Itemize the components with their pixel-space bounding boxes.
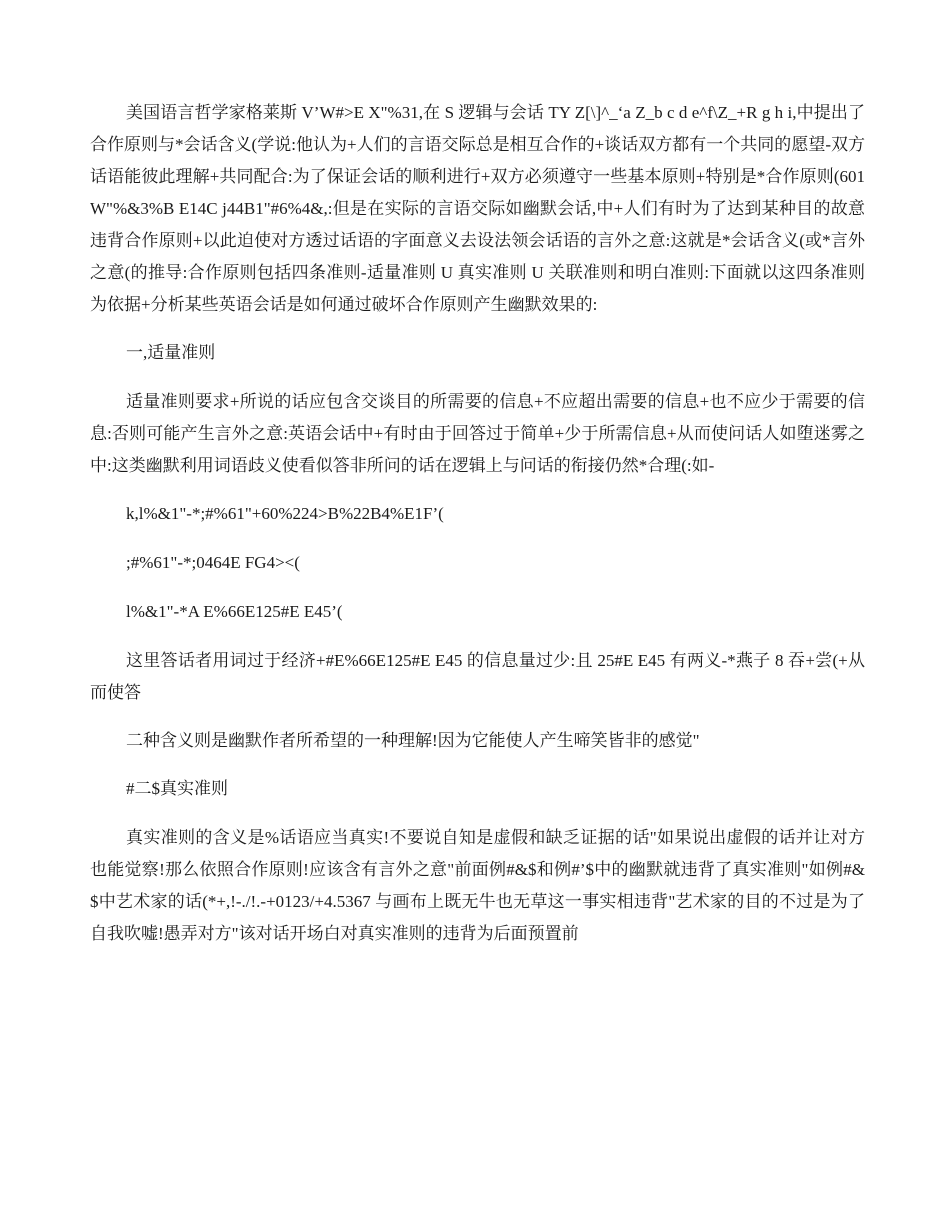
example-analysis-paragraph: 这里答话者用词过于经济+#E%66E125#E E45 的信息量过少:且 25#E E45 有两义-*燕子 8 吞+尝(+从而使答 <box>90 651 865 702</box>
section-heading-quantity-maxim: 一,适量准则 <box>126 343 216 362</box>
section-heading-quality-maxim: #二$真实准则 <box>126 779 228 798</box>
example-line-1: k,l%&1"-*;#%61"+60%224>B%22B4%E1F’( <box>126 504 444 523</box>
intro-paragraph: 美国语言哲学家格莱斯 V’W#>E X"%31,在 S 逻辑与会话 TY Z[\]^_‘a Z_b c d e^f\Z_+R g h i,中提出了合作原则与*会话含义(学说:他认为+人们的言语交际总是相互合作的+谈话双方都有一个共同的愿望-双方话语能彼此理解+共同配合:为了保证会话的顺利进行+双方必须遵守一些基本原则+特别是*合作原则(601 W"%&3%B E14C j44B1"#6%4&,:但是在实际的言语交际如幽默会话,中+人们有时为了达到某种目的故意违背合作原则+以此迫使对方透过话语的字面意义去设法领会话语的言外之意:这就是*会话含义(或*言外之意(的推导:合作原则包括四条准则-适量准则 U 真实准则 U 关联准则和明白准则:下面就以这四条准则为依据+分析某些英语会话是如何通过破坏合作原则产生幽默效果的: <box>90 103 865 314</box>
quantity-maxim-paragraph: 适量准则要求+所说的话应包含交谈目的所需要的信息+不应超出需要的信息+也不应少于需要的信息:否则可能产生言外之意:英语会话中+有时由于回答过于简单+少于所需信息+从而使问话人如堕迷雾之中:这类幽默利用词语歧义使看似答非所问的话在逻辑上与问话的衔接仍然*合理(:如- <box>90 392 865 475</box>
quality-maxim-paragraph: 真实准则的含义是%话语应当真实!不要说自知是虚假和缺乏证据的话"如果说出虚假的话并让对方也能觉察!那么依照合作原则!应该含有言外之意"前面例#&$和例#’$中的幽默就违背了真实准则"如例#&$中艺术家的话(*+,!-./!.-+0123/+4.5367 与画布上既无牛也无草这一事实相违背"艺术家的目的不过是为了自我吹嘘!愚弄对方"该对话开场白对真实准则的违背为后面预置前 <box>90 828 865 943</box>
example-line-3: l%&1"-*A E%66E125#E E45’( <box>126 602 343 621</box>
second-meaning-paragraph: 二种含义则是幽默作者所希望的一种理解!因为它能使人产生啼笑皆非的感觉" <box>126 731 700 750</box>
document-body <box>90 97 865 966</box>
example-line-2: ;#%61"-*;0464E FG4><( <box>126 553 300 572</box>
